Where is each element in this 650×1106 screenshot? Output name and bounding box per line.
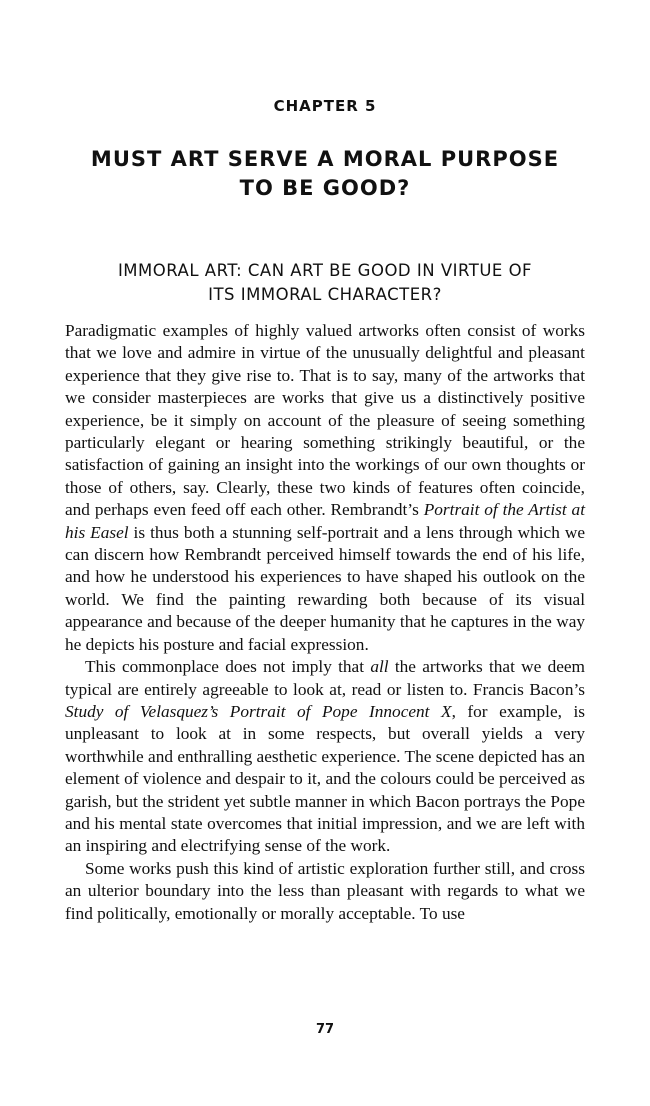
page-number: 77 xyxy=(315,1022,335,1037)
chapter-title xyxy=(0,145,650,203)
paragraph-text: , for example, is unpleasant to look at in some respects, but overall yields a very worthwhile and enthralling aesthetic experience. The scene depicted has an element of violence and despair to it, and the colours could be perceived as garish, but the strident yet subtle manner in which Bacon portrays the Pope and his mental state overcomes that initial impression, and we are left with an inspiring and electrifying sense of the work. xyxy=(65,701,585,856)
paragraph-text: is thus both a stunning self-portrait and a lens through which we can discern how Rembrandt perceived himself towards the end of his life, and how he understood his experiences to have shaped his outlook on the world. We find the painting rewarding both because of its visual appearance and because of the deeper humanity that he captures in the way he depicts his posture and facial expression. xyxy=(65,522,585,654)
paragraph xyxy=(65,858,585,925)
paragraph-text: This commonplace does not imply that xyxy=(85,657,371,677)
emphasis: all xyxy=(370,657,389,677)
section-heading-line: IMMORAL ART: CAN ART BE GOOD IN VIRTUE OF xyxy=(117,261,533,280)
paragraph-text: Paradigmatic examples of highly valued artworks often consist of works that we love and admire in virtue of the unusually delightful and pleasant experience that they give rise to. That is to say, many of the artworks that we consider masterpieces are works that give us a distinctively positive experience, be it simply on account of the pleasure of seeing something particularly elegant or hearing something strikingly beautiful, or the satisfaction of gaining an insight into the workings of our own thoughts or those of others, say. Clearly, these two kinds of features often coincide, and perhaps even feed off each other. Rembrandt’s xyxy=(65,321,585,520)
artwork-title: Study of Velasquez’s Portrait of Pope Innocent X xyxy=(65,701,452,721)
artwork-title: Portrait of the Artist at his Easel xyxy=(65,500,585,542)
paragraph-text: Some works push this kind of artistic exploration further still, and cross an ulterior boundary into the less than pleasant with regards to what we find politically, emotionally or morally acceptable. To use xyxy=(65,858,585,923)
paragraph xyxy=(65,656,585,858)
chapter-title-line: TO BE GOOD? xyxy=(239,176,411,200)
paragraph xyxy=(65,320,585,656)
body-text xyxy=(65,320,585,925)
section-heading xyxy=(0,259,650,307)
chapter-title-line: MUST ART SERVE A MORAL PURPOSE xyxy=(90,147,560,171)
chapter-number: CHAPTER 5 xyxy=(273,97,377,115)
section-heading-line: ITS IMMORAL CHARACTER? xyxy=(208,285,442,304)
paragraph-text: the artworks that we deem typical are entirely agreeable to look at, read or listen to. Francis Bacon’s xyxy=(65,657,586,699)
